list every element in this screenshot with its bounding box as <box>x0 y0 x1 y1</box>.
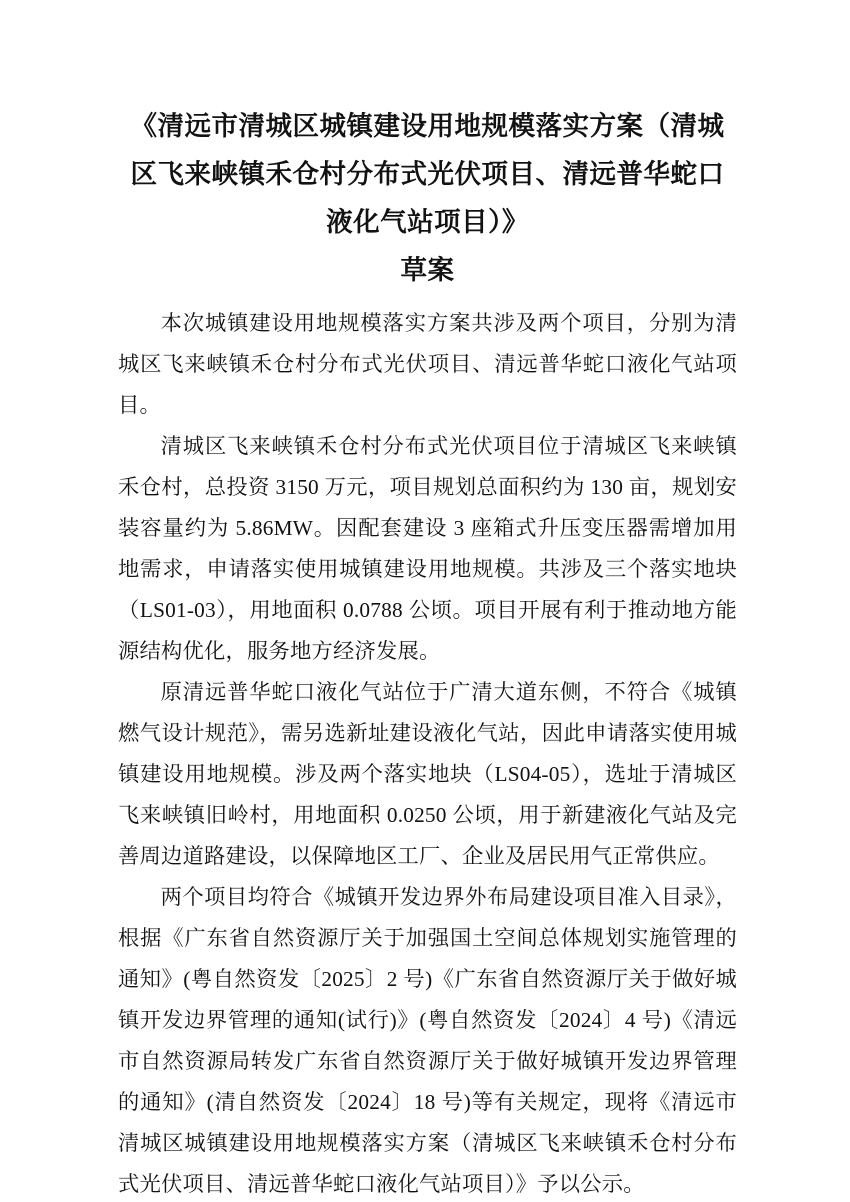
document-title-text: 《清远市清城区城镇建设用地规模落实方案（清城区飞来峡镇禾仓村分布式光伏项目、清远普华蛇口液化气站项目）》 <box>130 111 725 237</box>
paragraph-solar-pv-project: 清城区飞来峡镇禾仓村分布式光伏项目位于清城区飞来峡镇禾仓村，总投资 3150 万元，项目规划总面积约为 130 亩，规划安装容量约为 5.86MW。因配套建设 3 座箱式升压变压器需增加用地需求，申请落实使用城镇建设用地规模。共涉及三个落实地块（LS01-03），用地面积 0.0788 公顷。项目开展有利于推动地方能源结构优化，服务地方经济发展。 <box>118 434 737 663</box>
paragraph-lpg-station-project: 原清远普华蛇口液化气站位于广清大道东侧，不符合《城镇燃气设计规范》，需另选新址建设液化气站，因此申请落实使用城镇建设用地规模。涉及两个落实地块（LS04-05），选址于清城区飞来峡镇旧岭村，用地面积 0.0250 公顷，用于新建液化气站及完善周边道路建设，以保障地区工厂、企业及居民用气正常供应。 <box>118 680 737 868</box>
document-body <box>118 303 737 1202</box>
document-title-draft-label: 草案 <box>400 255 455 285</box>
paragraph-legal-basis-and-notice: 两个项目均符合《城镇开发边界外布局建设项目准入目录》，根据《广东省自然资源厅关于加强国土空间总体规划实施管理的通知》(粤自然资发〔2025〕2 号)《广东省自然资源厅关于做好城镇开发边界管理的通知(试行)》(粤自然资发〔2024〕4 号)《清远市自然资源局转发广东省自然资源厅关于做好城镇开发边界管理的通知》(清自然资发〔2024〕18 号)等有关规定，现将《清远市清城区城镇建设用地规模落实方案（清城区飞来峡镇禾仓村分布式光伏项目、清远普华蛇口液化气站项目）》予以公示。 <box>118 885 737 1196</box>
document-title <box>118 102 737 294</box>
paragraph-projects-overview: 本次城镇建设用地规模落实方案共涉及两个项目，分别为清城区飞来峡镇禾仓村分布式光伏项目、清远普华蛇口液化气站项目。 <box>118 311 737 417</box>
